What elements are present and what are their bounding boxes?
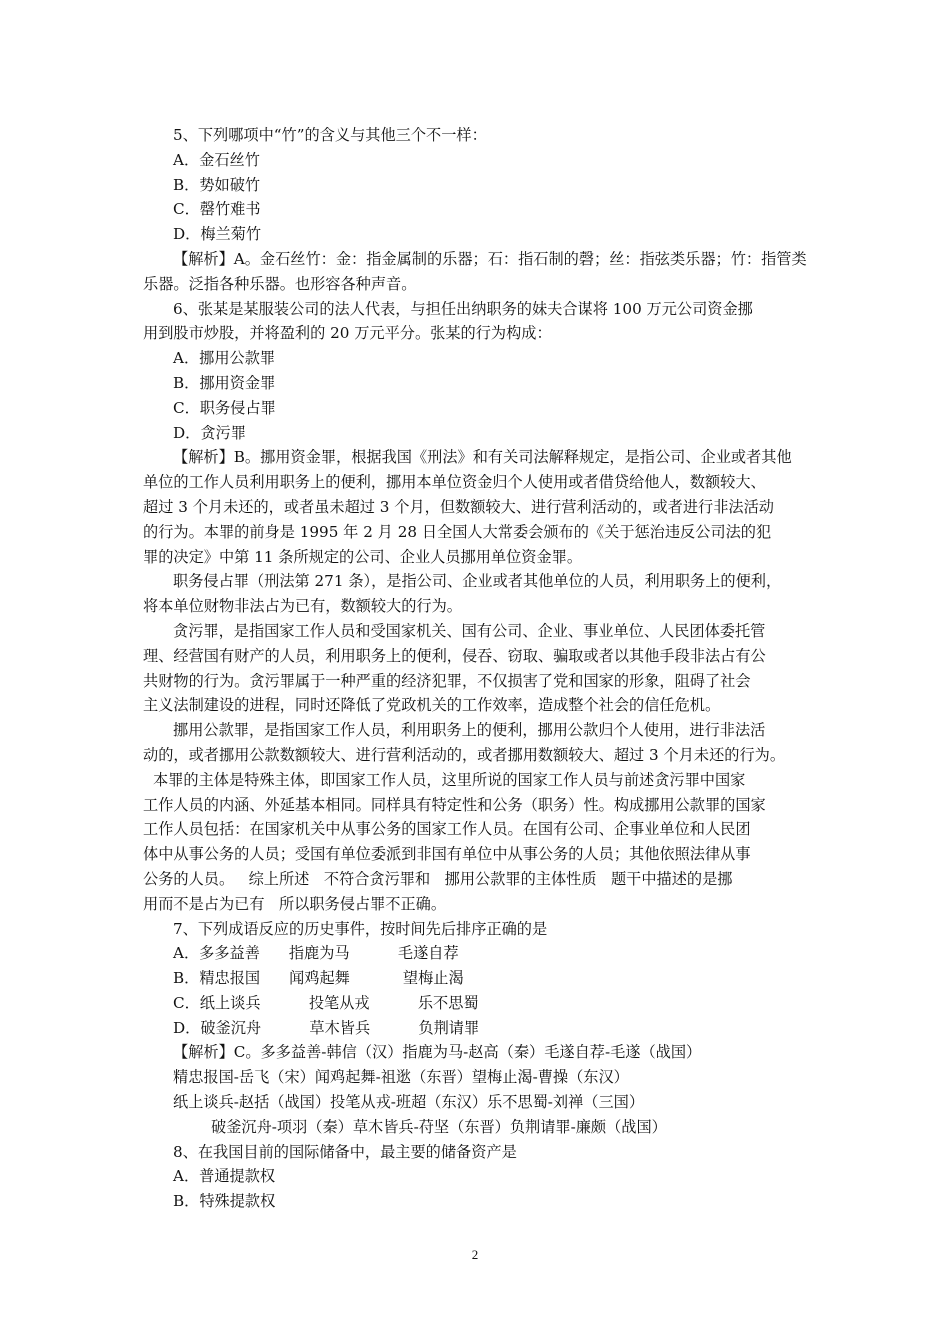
question-6-option-d: D．贪污罪 — [173, 423, 246, 442]
embezzlement-paragraph-line-2: 将本单位财物非法占为已有，数额较大的行为。 — [143, 597, 462, 616]
question-5-option-a: A．金石丝竹 — [173, 150, 260, 169]
corruption-paragraph-line-2: 理、经营国有财产的人员，利用职务上的便利，侵吞、窃取、骗取或者以其他手段非法占有公 — [143, 646, 766, 665]
question-7-analysis-line-3: 纸上谈兵-赵括（战国）投笔从戎-班超（东汉）乐不思蜀-刘禅（三国） — [173, 1093, 645, 1112]
misappropriation-paragraph-line-2: 动的，或者挪用公款数额较大、进行营利活动的，或者挪用数额较大、超过 3 个月未还的行为。 — [143, 745, 786, 764]
question-6-option-a: A．挪用公款罪 — [173, 349, 276, 368]
question-7-analysis-line-1: 【解析】C。多多益善-韩信（汉）指鹿为马-赵高（秦）毛遂自荐-毛遂（战国） — [173, 1043, 702, 1062]
corruption-paragraph-line-3: 共财物的行为。贪污罪属于一种严重的经济犯罪，不仅损害了党和国家的形象，阻碍了社会 — [143, 671, 751, 690]
question-7-option-d: D．破釜沉舟 草木皆兵 负荆请罪 — [173, 1018, 480, 1037]
question-6-stem-line-1: 6、张某是某服装公司的法人代表，与担任出纳职务的妹夫合谋将 100 万元公司资金挪 — [173, 299, 753, 318]
subject-paragraph-line-5: 公务的人员。 综上所述 不符合贪污罪和 挪用公款罪的主体性质 题干中描述的是挪 — [143, 869, 733, 888]
question-6-stem-line-2: 用到股市炒股，并将盈利的 20 万元平分。张某的行为构成： — [143, 324, 552, 343]
question-7-option-c: C．纸上谈兵 投笔从戎 乐不思蜀 — [173, 993, 479, 1012]
question-8-stem: 8、在我国目前的国际储备中，最主要的储备资产是 — [173, 1142, 517, 1161]
subject-paragraph-line-3: 工作人员包括：在国家机关中从事公务的国家工作人员。在国有公司、企事业单位和人民团 — [143, 820, 751, 839]
question-5-option-c: C．罄竹难书 — [173, 200, 261, 219]
question-7-analysis-line-2: 精忠报国-岳飞（宋）闻鸡起舞-祖逖（东晋）望梅止渴-曹操（东汉） — [173, 1068, 629, 1087]
question-7-option-a: A．多多益善 指鹿为马 毛遂自荐 — [173, 944, 459, 963]
question-5-stem: 5、下列哪项中“竹”的含义与其他三个不一样： — [173, 126, 487, 144]
subject-paragraph-line-2: 工作人员的内涵、外延基本相同。同样具有特定性和公务（职务）性。构成挪用公款罪的国家 — [143, 795, 766, 814]
question-8-option-b: B．特殊提款权 — [173, 1192, 276, 1211]
question-6-option-b: B．挪用资金罪 — [173, 373, 276, 392]
subject-paragraph-line-6: 用而不是占为已有 所以职务侵占罪不正确。 — [143, 894, 447, 913]
embezzlement-paragraph-line-1: 职务侵占罪（刑法第 271 条），是指公司、企业或者其他单位的人员，利用职务上的便利， — [173, 572, 782, 591]
subject-paragraph-line-4: 体中从事公务的人员；受国有单位委派到非国有单位中从事公务的人员；其他依照法律从事 — [143, 845, 751, 864]
page-number: 2 — [471, 1247, 479, 1262]
corruption-paragraph-line-4: 主义法制建设的进程，同时还降低了党政机关的工作效率，造成整个社会的信任危机。 — [143, 696, 721, 715]
question-8-option-a: A．普通提款权 — [173, 1167, 276, 1186]
question-7-analysis-line-4: 破釜沉舟-项羽（秦）草木皆兵-苻坚（东晋）负荆请罪-廉颇（战国） — [211, 1117, 667, 1136]
question-6-analysis-line-4: 的行为。本罪的前身是 1995 年 2 月 28 日全国人大常委会颁布的《关于惩治违反公司法的犯 — [143, 522, 772, 541]
misappropriation-paragraph-line-1: 挪用公款罪，是指国家工作人员，利用职务上的便利，挪用公款归个人使用，进行非法活 — [173, 721, 766, 740]
document-body — [143, 123, 809, 1214]
question-5-analysis-line-1: 【解析】A。金石丝竹：金：指金属制的乐器；石：指石制的磬；丝：指弦类乐器；竹：指管类 — [173, 249, 807, 268]
question-6-analysis-line-3: 超过 3 个月未还的，或者虽未超过 3 个月，但数额较大、进行营利活动的，或者进行非法活动 — [143, 497, 774, 516]
question-5-option-d: D．梅兰菊竹 — [173, 225, 262, 244]
question-7-option-b: B．精忠报国 闻鸡起舞 望梅止渴 — [173, 969, 464, 988]
question-6-analysis-line-5: 罪的决定》中第 11 条所规定的公司、企业人员挪用单位资金罪。 — [143, 547, 583, 566]
subject-paragraph-line-1: 本罪的主体是特殊主体，即国家工作人员，这里所说的国家工作人员与前述贪污罪中国家 — [153, 770, 746, 789]
question-6-option-c: C．职务侵占罪 — [173, 398, 276, 417]
corruption-paragraph-line-1: 贪污罪，是指国家工作人员和受国家机关、国有公司、企业、事业单位、人民团体委托管 — [173, 621, 766, 640]
question-6-analysis-line-2: 单位的工作人员利用职务上的便利，挪用本单位资金归个人使用或者借贷给他人，数额较大、 — [143, 473, 766, 492]
question-5-option-b: B．势如破竹 — [173, 175, 261, 194]
question-6-analysis-line-1: 【解析】B。挪用资金罪，根据我国《刑法》和有关司法解释规定，是指公司、企业或者其他 — [173, 448, 792, 467]
question-5-analysis-line-2: 乐器。泛指各种乐器。也形容各种声音。 — [143, 274, 417, 293]
question-7-stem: 7、下列成语反应的历史事件，按时间先后排序正确的是 — [173, 919, 548, 938]
